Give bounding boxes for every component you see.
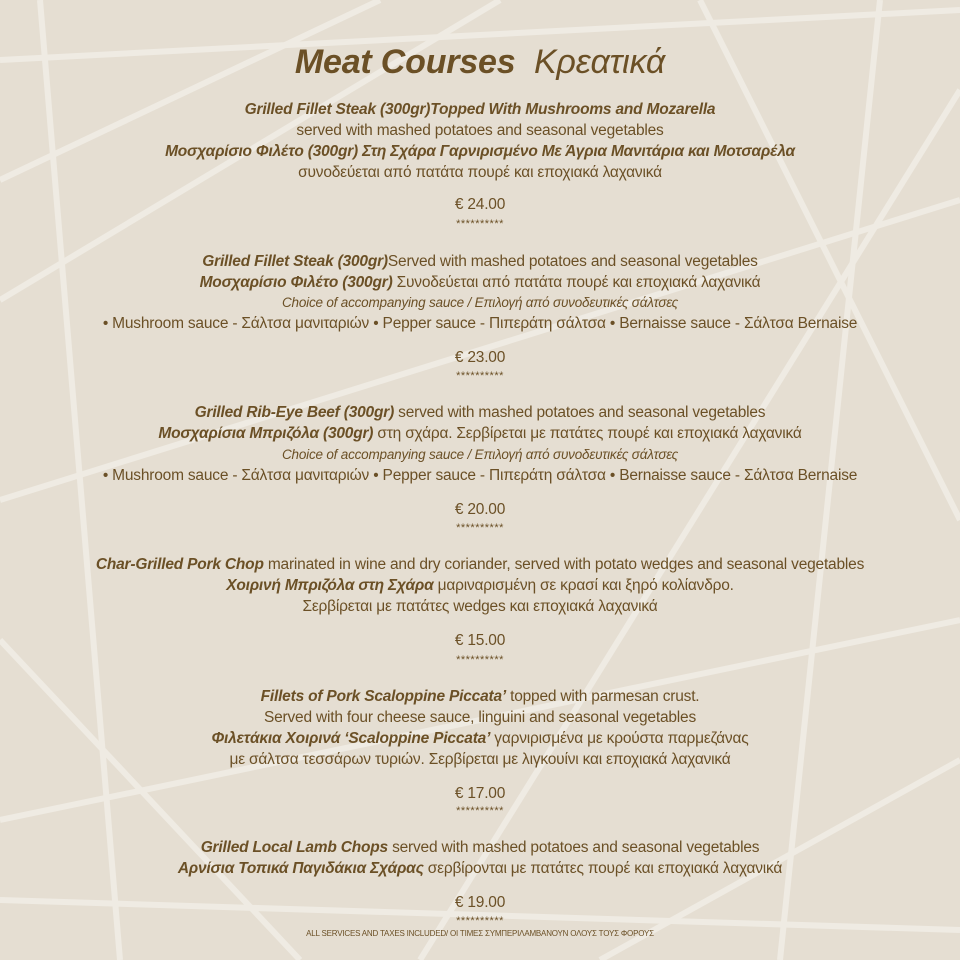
dish-description: Σερβίρεται με πατάτες wedges και εποχιακά λαχανικά xyxy=(302,598,658,615)
dish-description: topped with parmesan crust. xyxy=(505,688,700,705)
dish-name: Grilled Fillet Steak (300gr)Topped With Mushrooms and Mozarella xyxy=(244,101,716,118)
separator-stars: ********** xyxy=(456,654,504,666)
dish-name: Grilled Local Lamb Chops xyxy=(200,839,388,856)
dish-description: Served with mashed potatoes and seasonal vegetables xyxy=(387,253,758,270)
menu-item-line xyxy=(0,576,960,596)
dish-description: συνοδεύεται από πατάτα πουρέ και εποχιακά λαχανικά xyxy=(298,164,662,181)
separator-stars: ********** xyxy=(456,218,504,230)
menu-item-line xyxy=(0,121,960,141)
dish-name: Μοσχαρίσιο Φιλέτο (300gr) Στη Σχάρα Γαρνιρισμένο Με Άγρια Μανιτάρια και Μοτσαρέλα xyxy=(165,143,795,160)
separator-stars: ********** xyxy=(456,805,504,817)
dish-description: • Mushroom sauce - Σάλτσα μανιταριών • Pepper sauce - Πιπεράτη σάλτσα • Bernaisse sauce - Σάλτσα Bernaise xyxy=(102,467,858,484)
dish-name: Fillets of Pork Scaloppine Piccata’ xyxy=(260,688,506,705)
price: € 23.00 xyxy=(454,349,506,366)
dish-name: Φιλετάκια Χοιρινά ‘Scaloppine Piccata’ xyxy=(211,730,491,747)
dish-name: Μοσχαρίσιο Φιλέτο (300gr) xyxy=(199,274,393,291)
dish-description: μαριναρισμένη σε κρασί και ξηρό κολίανδρο. xyxy=(433,577,734,594)
menu-item-line xyxy=(0,729,960,749)
separator-stars: ********** xyxy=(456,370,504,382)
dish-description: γαρνιρισμένα με κρούστα παρμεζάνας xyxy=(490,730,749,747)
menu-item-line xyxy=(0,424,960,444)
menu-item-line xyxy=(0,273,960,293)
separator-stars: ********** xyxy=(456,915,504,927)
dish-description: Served with four cheese sauce, linguini and seasonal vegetables xyxy=(263,709,697,726)
menu-item-line xyxy=(0,252,960,272)
dish-name: Αρνίσια Τοπικά Παγιδάκια Σχάρας xyxy=(177,860,424,877)
tax-footer: ALL SERVICES AND TAXES INCLUDED/ ΟΙ ΤΙΜΕΣ ΣΥΜΠΕΡΙΛΑΜΒΑΝΟΥΝ ΟΛΟΥΣ ΤΟΥΣ ΦΟΡΟΥΣ xyxy=(306,929,654,938)
dish-name: Μοσχαρίσια Μπριζόλα (300gr) xyxy=(158,425,374,442)
menu-item-line xyxy=(0,687,960,707)
dish-name: Χοιρινή Μπριζόλα στη Σχάρα xyxy=(226,577,434,594)
menu-item-line xyxy=(0,445,960,465)
menu-item-line xyxy=(0,597,960,617)
menu-item-line xyxy=(0,163,960,183)
menu-item-line xyxy=(0,403,960,423)
dish-description: • Mushroom sauce - Σάλτσα μανιταριών • Pepper sauce - Πιπεράτη σάλτσα • Bernaisse sauce - Σάλτσα Bernaise xyxy=(102,315,858,332)
dish-name: Grilled Fillet Steak (300gr) xyxy=(202,253,388,270)
menu-item-line xyxy=(0,859,960,879)
dish-description: Choice of accompanying sauce / Επιλογή από συνοδευτικές σάλτσες xyxy=(281,447,678,462)
dish-name: Grilled Rib-Eye Beef (300gr) xyxy=(194,404,395,421)
price: € 15.00 xyxy=(454,632,506,649)
menu-item-line xyxy=(0,838,960,858)
dish-description: served with mashed potatoes and seasonal vegetables xyxy=(296,122,664,139)
dish-description: στη σχάρα. Σερβίρεται με πατάτες πουρέ και εποχιακά λαχανικά xyxy=(373,425,802,442)
price: € 20.00 xyxy=(454,501,506,518)
dish-description: Choice of accompanying sauce / Επιλογή από συνοδευτικές σάλτσες xyxy=(281,295,678,310)
dish-description: marinated in wine and dry coriander, served with potato wedges and seasonal vegetables xyxy=(263,556,865,573)
dish-description: served with mashed potatoes and seasonal vegetables xyxy=(387,839,760,856)
price: € 24.00 xyxy=(454,196,506,213)
menu-item-line xyxy=(0,750,960,770)
price: € 17.00 xyxy=(454,785,506,802)
dish-name: Char-Grilled Pork Chop xyxy=(95,556,264,573)
menu-item-line xyxy=(0,555,960,575)
menu-item-line xyxy=(0,466,960,486)
dish-description: με σάλτσα τεσσάρων τυριών. Σερβίρεται με λιγκουίνι και εποχιακά λαχανικά xyxy=(229,751,731,768)
dish-description: Συνοδεύεται από πατάτα πουρέ και εποχιακά λαχανικά xyxy=(392,274,761,291)
title-greek: Κρεατικά xyxy=(533,43,666,81)
separator-stars: ********** xyxy=(456,522,504,534)
dish-description: σερβίρονται με πατάτες πουρέ και εποχιακά λαχανικά xyxy=(423,860,783,877)
menu-item-line xyxy=(0,708,960,728)
price: € 19.00 xyxy=(454,894,506,911)
menu-item-line xyxy=(0,100,960,120)
menu-item-line xyxy=(0,142,960,162)
dish-description: served with mashed potatoes and seasonal vegetables xyxy=(394,404,766,421)
menu-item-line xyxy=(0,314,960,334)
title-english: Meat Courses xyxy=(294,43,516,81)
menu-item-line xyxy=(0,293,960,313)
page-title xyxy=(0,42,960,82)
